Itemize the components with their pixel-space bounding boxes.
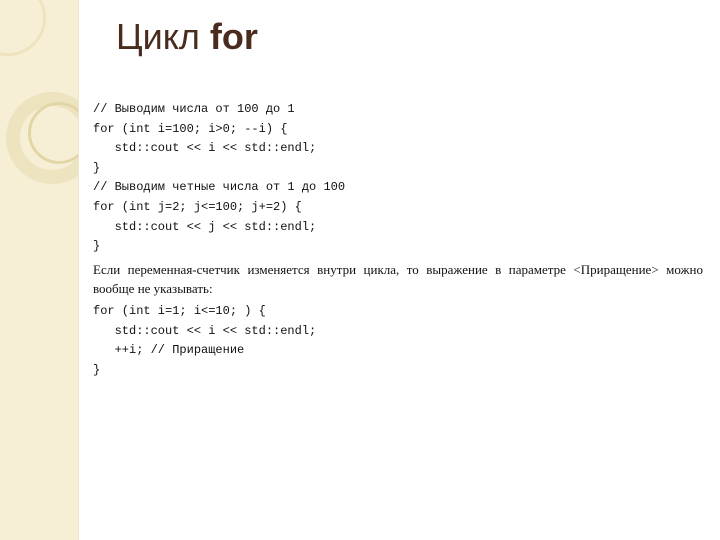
code-line: for (int i=1; i<=10; ) { [93,304,266,318]
code-line: for (int i=100; i>0; --i) { [93,121,288,136]
code-line: } [93,362,101,377]
code-line: std::cout << i << std::endl; [93,141,317,156]
explanation-paragraph: Если переменная-счетчик изменяется внутри цикла, то выражение в параметре <Приращение> можно вообще не указывать: [93,262,703,296]
code-line: } [93,239,101,254]
code-block-2 [93,302,316,380]
decorative-ring [0,0,46,56]
code-line: for (int j=2; j<=100; j+=2) { [93,199,302,214]
code-line: std::cout << i << std::endl; [93,323,317,338]
slide-title-text: Цикл [116,16,210,57]
side-band-divider [78,0,79,540]
decorative-side-band [0,0,78,540]
code-line: ++i; // Приращение [93,343,245,358]
code-line: // Выводим числа от 100 до 1 [93,102,295,116]
code-line: } [93,160,101,175]
code-line: std::cout << j << std::endl; [93,219,317,234]
slide-title-keyword: for [209,16,258,57]
slide-title [116,16,258,58]
code-line: // Выводим четные числа от 1 до 100 [93,180,346,195]
code-block-1 [93,100,345,257]
